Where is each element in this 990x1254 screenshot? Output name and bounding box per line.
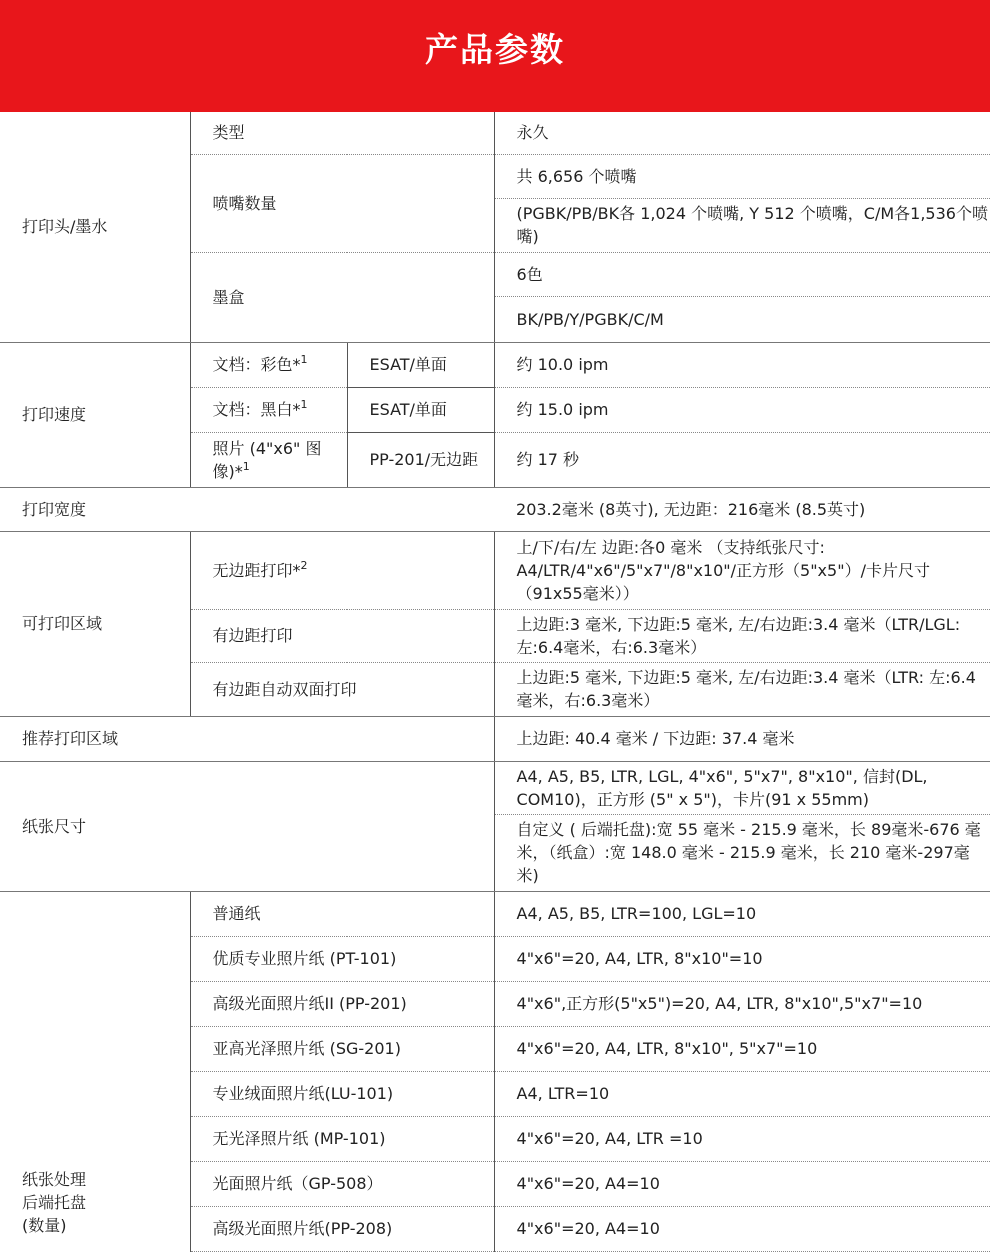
category-printable-area: 可打印区域 [0,531,190,716]
table-row [0,487,990,531]
table-row [0,716,990,761]
paper-type-label: 优质专业照片纸 (PT-101) [190,936,494,981]
speed-color-doc-label: 文档：彩色*$^1$ [190,342,347,387]
table-row [0,112,990,154]
speed-photo-label: 照片 (4"x6" 图像)*$^1$ [190,432,347,487]
category-recommended: 推荐打印区域 [0,716,494,761]
page-title: 产品参数 [0,0,990,112]
speed-mono-doc-condition: ESAT/单面 [347,387,494,432]
paper-type-label: 高级光面照片纸II (PP-201) [190,981,494,1026]
borderless-label: 无边距打印*$^2$ [190,531,494,609]
paper-type-label: 光面照片纸（GP-508） [190,1161,494,1206]
bordered-value: 上边距:3 毫米, 下边距:5 毫米, 左/右边距:3.4 毫米（LTR/LGL: 左:6.4毫米，右:6.3毫米） [494,609,990,662]
speed-mono-doc-value: 约 15.0 ipm [494,387,990,432]
speed-photo-value: 约 17 秒 [494,432,990,487]
table-row [0,761,990,814]
type-value: 永久 [494,112,990,154]
table-row [0,342,990,387]
cartridge-value-count: 6色 [494,252,990,296]
bordered-label: 有边距打印 [190,609,494,662]
paper-size-custom: 自定义 ( 后端托盘):宽 55 毫米 - 215.9 毫米，长 89毫米-676 毫米，（纸盒）:宽 148.0 毫米 - 215.9 毫米，长 210 毫米-297毫米) [494,814,990,891]
nozzle-value-total: 共 6,656 个喷嘴 [494,154,990,198]
cartridge-value-colors: BK/PB/Y/PGBK/C/M [494,296,990,342]
paper-type-value: 4"x6"=20, A4=10 [494,1161,990,1206]
category-speed: 打印速度 [0,342,190,487]
borderless-value: 上/下/右/左 边距:各0 毫米 （支持纸张尺寸: A4/LTR/4"x6"/5"x7"/8"x10"/正方形（5"x5"）/卡片尺寸（91x55毫米）） [494,531,990,609]
paper-type-label: 高级光面照片纸(PP-208) [190,1206,494,1251]
paper-type-label: 专业绒面照片纸(LU-101) [190,1071,494,1116]
paper-size-standard: A4, A5, B5, LTR, LGL, 4"x6", 5"x7", 8"x10", 信封(DL, COM10)，正方形 (5" x 5")，卡片(91 x 55mm) [494,761,990,814]
paper-type-value: A4, A5, B5, LTR=100, LGL=10 [494,891,990,936]
width-value: 203.2毫米 (8英寸), 无边距：216毫米 (8.5英寸) [494,487,990,531]
paper-type-value: 4"x6"=20, A4, LTR, 8"x10"=10 [494,936,990,981]
paper-type-label: 亚高光泽照片纸 (SG-201) [190,1026,494,1071]
table-row [0,531,990,609]
paper-type-value: 4"x6",正方形(5"x5")=20, A4, LTR, 8"x10",5"x7"=10 [494,981,990,1026]
speed-photo-condition: PP-201/无边距 [347,432,494,487]
nozzle-value-detail: (PGBK/PB/BK各 1,024 个喷嘴, Y 512 个喷嘴，C/M各1,536个喷嘴) [494,198,990,252]
speed-color-doc-value: 约 10.0 ipm [494,342,990,387]
type-label: 类型 [190,112,494,154]
cartridge-label: 墨盒 [190,252,494,342]
paper-type-value: 4"x6"=20, A4, LTR, 8"x10", 5"x7"=10 [494,1026,990,1071]
category-paper-size: 纸张尺寸 [0,761,494,891]
paper-type-value: A4, LTR=10 [494,1071,990,1116]
table-row [0,891,990,936]
paper-type-value: 4"x6"=20, A4, LTR =10 [494,1116,990,1161]
nozzle-label: 喷嘴数量 [190,154,494,252]
speed-mono-doc-label: 文档：黑白*$^1$ [190,387,347,432]
category-printhead: 打印头/墨水 [0,112,190,342]
category-paper-handling: 纸张处理 后端托盘 (数量) [0,891,190,1251]
paper-type-value: 4"x6"=20, A4=10 [494,1206,990,1251]
category-width: 打印宽度 [0,487,494,531]
spec-table [0,112,990,1252]
paper-type-label: 无光泽照片纸 (MP-101) [190,1116,494,1161]
speed-color-doc-condition: ESAT/单面 [347,342,494,387]
recommended-value: 上边距: 40.4 毫米 / 下边距: 37.4 毫米 [494,716,990,761]
duplex-label: 有边距自动双面打印 [190,662,494,716]
duplex-value: 上边距:5 毫米, 下边距:5 毫米, 左/右边距:3.4 毫米（LTR: 左:6.4毫米，右:6.3毫米） [494,662,990,716]
paper-type-label: 普通纸 [190,891,494,936]
